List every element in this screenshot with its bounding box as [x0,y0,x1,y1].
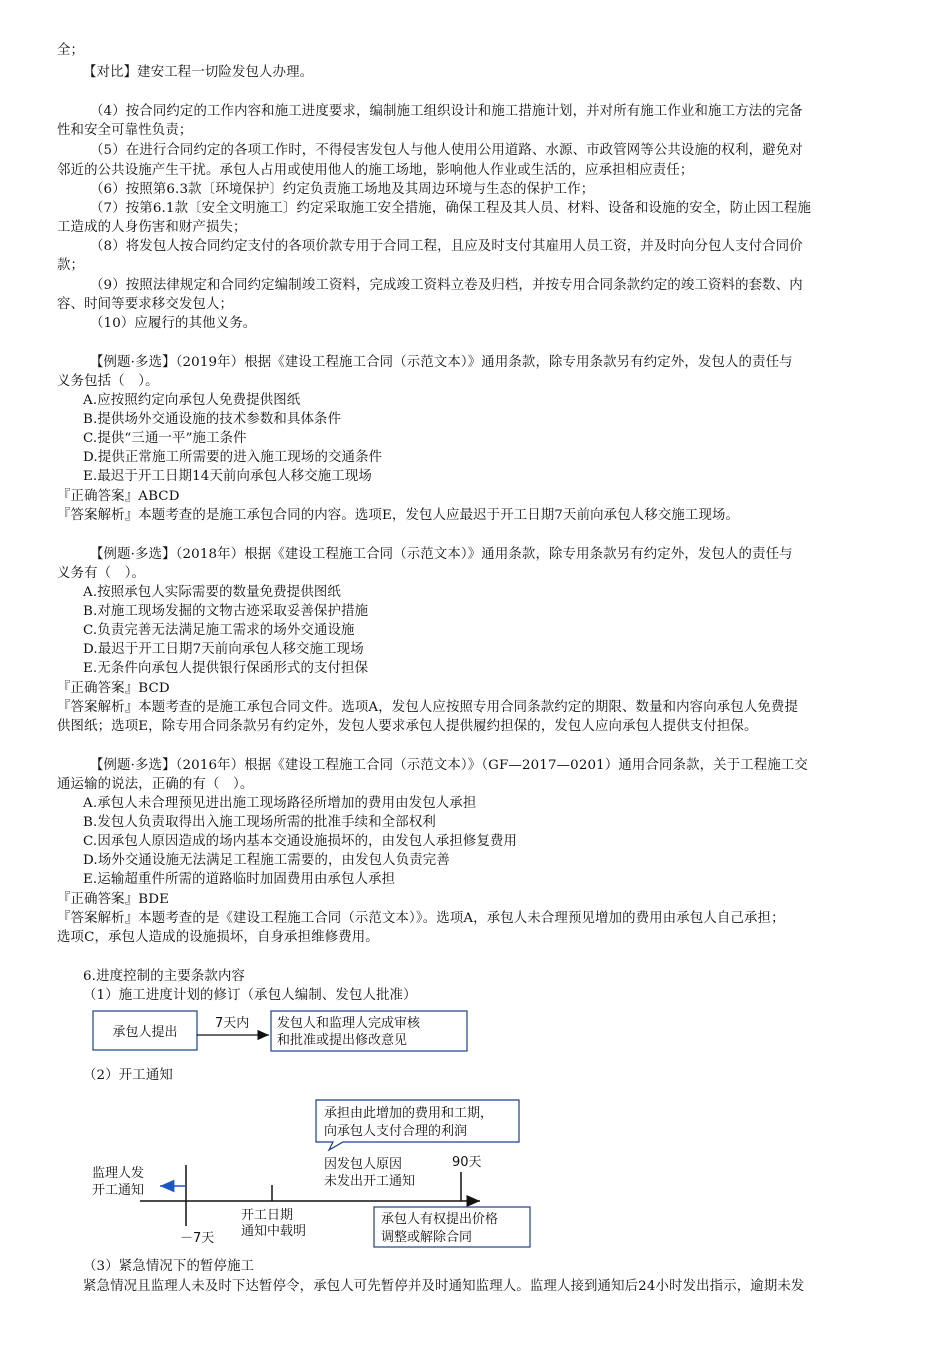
question-stem: 通运输的说法，正确的有（ ）。 [57,777,254,792]
text-line: 容、时间等要求移交发包人； [57,297,234,312]
text-line: （10）应履行的其他义务。 [90,316,257,331]
notice-line1: 监理人发 [92,1166,145,1181]
diagram1-right-box-line2: 和批准或提出修改意见 [277,1033,408,1048]
cause-line1: 因发包人原因 [324,1157,403,1172]
text-line: （4）按合同约定的工作内容和施工进度要求，编制施工组织设计和施工措施计划，并对所有施工作业和施工方法的完备 [90,104,803,119]
text-line: （9）按照法律规定和合同约定编制竣工资料，完成竣工资料立卷及归档，并按专用合同条款约定的竣工资料的套数、内 [90,278,803,293]
comparison-note: 【对比】建安工程一切险发包人办理。 [83,65,314,80]
correct-answer: 『正确答案』ABCD [57,489,180,504]
text-line: （7）按第6.1款〔安全文明施工〕约定采取施工安全措施，确保工程及其人员、材料、设备和设施的安全，防止因工程施 [90,201,811,216]
text-line: 款； [57,258,85,273]
diagram1-right-box [271,1011,467,1051]
answer-analysis: 选项C，承包人造成的设施损坏，自身承担维修费用。 [57,930,379,945]
day90-label: 90天 [452,1155,482,1170]
option-d: D.最迟于开工日期7天前向承包人移交施工现场 [83,642,364,657]
answer-analysis: 供图纸；选项E，除专用合同条款另有约定外，发包人要求承包人提供履约担保的，发包人应向承包人提供支付担保。 [57,719,758,734]
start-line2: 通知中载明 [241,1224,307,1239]
right-line1: 承包人有权提出价格 [381,1212,499,1227]
right-line2: 调整或解除合同 [381,1230,473,1245]
option-c: C.负责完善无法满足施工需求的场外交通设施 [83,623,355,638]
option-e: E.运输超重件所需的道路临时加固费用由承包人承担 [83,872,396,887]
answer-analysis: 『答案解析』本题考查的是施工承包合同的内容。选项E，发包人应最迟于开工日期7天前向承包人移交施工现场。 [57,508,740,523]
option-c: C.提供“三通一平”施工条件 [83,431,247,446]
option-a: A.承包人未合理预见进出施工现场路径所增加的费用由发包人承担 [83,796,477,811]
text-line: 邻近的公共设施产生干扰。承包人占用或使用他人的施工场地，影响他人作业或生活的，应承担相应责任； [57,163,694,178]
question-stem: 【例题·多选】（2018年）根据《建设工程施工合同（示范文本）》通用条款，除专用条款另有约定外，发包人的责任与 [90,547,793,562]
option-d: D.场外交通设施无法满足工程施工需要的，由发包人负责完善 [83,853,450,868]
correct-answer: 『正确答案』BCD [57,681,170,696]
option-b: B.对施工现场发掘的文物古迹采取妥善保护措施 [83,604,369,619]
answer-analysis: 『答案解析』本题考查的是施工承包合同文件。选项A，发包人应按照专用合同条款约定的期限、数量和内容向承包人免费提 [57,700,799,715]
notice-line2: 开工通知 [92,1183,145,1198]
text-line: 紧急情况且监理人未及时下达暂停令，承包人可先暂停并及时通知监理人。监理人接到通知后24小时发出指示，逾期未发 [83,1279,805,1294]
diagram1-right-box-line1: 发包人和监理人完成审核 [277,1016,421,1031]
minus7-label: －7天 [180,1231,215,1246]
question-stem: 【例题·多选】（2016年）根据《建设工程施工合同（示范文本）》（GF—2017—0201）通用合同条款，关于工程施工交 [90,758,808,773]
option-e: E.最迟于开工日期14天前向承包人移交施工现场 [83,469,372,484]
option-a: A.应按照约定向承包人免费提供图纸 [83,393,301,408]
correct-answer: 『正确答案』BDE [57,892,170,907]
commencement-notice-diagram [92,1100,530,1247]
callout-line2: 向承包人支付合理的利润 [324,1124,468,1139]
subsection-heading: （3）紧急情况下的暂停施工 [83,1259,255,1274]
text-line: （8）将发包人按合同约定支付的各项价款专用于合同工程，且应及时支付其雇用人员工资，并及时向分包人支付合同价 [90,239,803,254]
answer-analysis: 『答案解析』本题考查的是《建设工程施工合同（示范文本）》。选项A，承包人未合理预见增加的费用由承包人自己承担； [57,911,785,926]
question-stem: 【例题·多选】（2019年）根据《建设工程施工合同（示范文本）》通用条款，除专用条款另有约定外，发包人的责任与 [90,355,793,370]
option-c: C.因承包人原因造成的场内基本交通设施损坏的，由发包人承担修复费用 [83,834,518,849]
option-d: D.提供正常施工所需要的进入施工现场的交通条件 [83,450,383,465]
option-a: A.按照承包人实际需要的数量免费提供图纸 [83,585,341,600]
diagram1-arrow-label: 7天内 [215,1016,250,1031]
text-line: （5）在进行合同约定的各项工作时，不得侵害发包人与他人使用公用道路、水源、市政管网等公共设施的权利，避免对 [90,143,803,158]
diagram1-left-box [93,1011,197,1050]
text-line: 全； [57,43,85,58]
text-line: 工造成的人身伤害和财产损失； [57,220,247,235]
text-line: 性和安全可靠性负责； [57,123,193,138]
cause-line2: 未发出开工通知 [324,1174,416,1189]
option-b: B.发包人负责取得出入施工现场所需的批准手续和全部权利 [83,815,436,830]
diagram1-left-box-label: 承包人提出 [112,1025,178,1040]
option-e: E.无条件向承包人提供银行保函形式的支付担保 [83,661,369,676]
option-b: B.提供场外交通设施的技术参数和具体条件 [83,412,342,427]
question-stem: 义务有（ ）。 [57,566,146,581]
text-line: （6）按照第6.3款〔环境保护〕约定负责施工场地及其周边环境与生态的保护工作； [90,182,595,197]
section-heading: 6.进度控制的主要条款内容 [83,969,246,984]
subsection-heading: （2）开工通知 [83,1068,173,1083]
subsection-heading: （1）施工进度计划的修订（承包人编制、发包人批准） [83,988,417,1003]
start-line1: 开工日期 [241,1208,294,1223]
question-stem: 义务包括（ ）。 [57,374,159,389]
callout-line1: 承担由此增加的费用和工期， [324,1106,494,1121]
